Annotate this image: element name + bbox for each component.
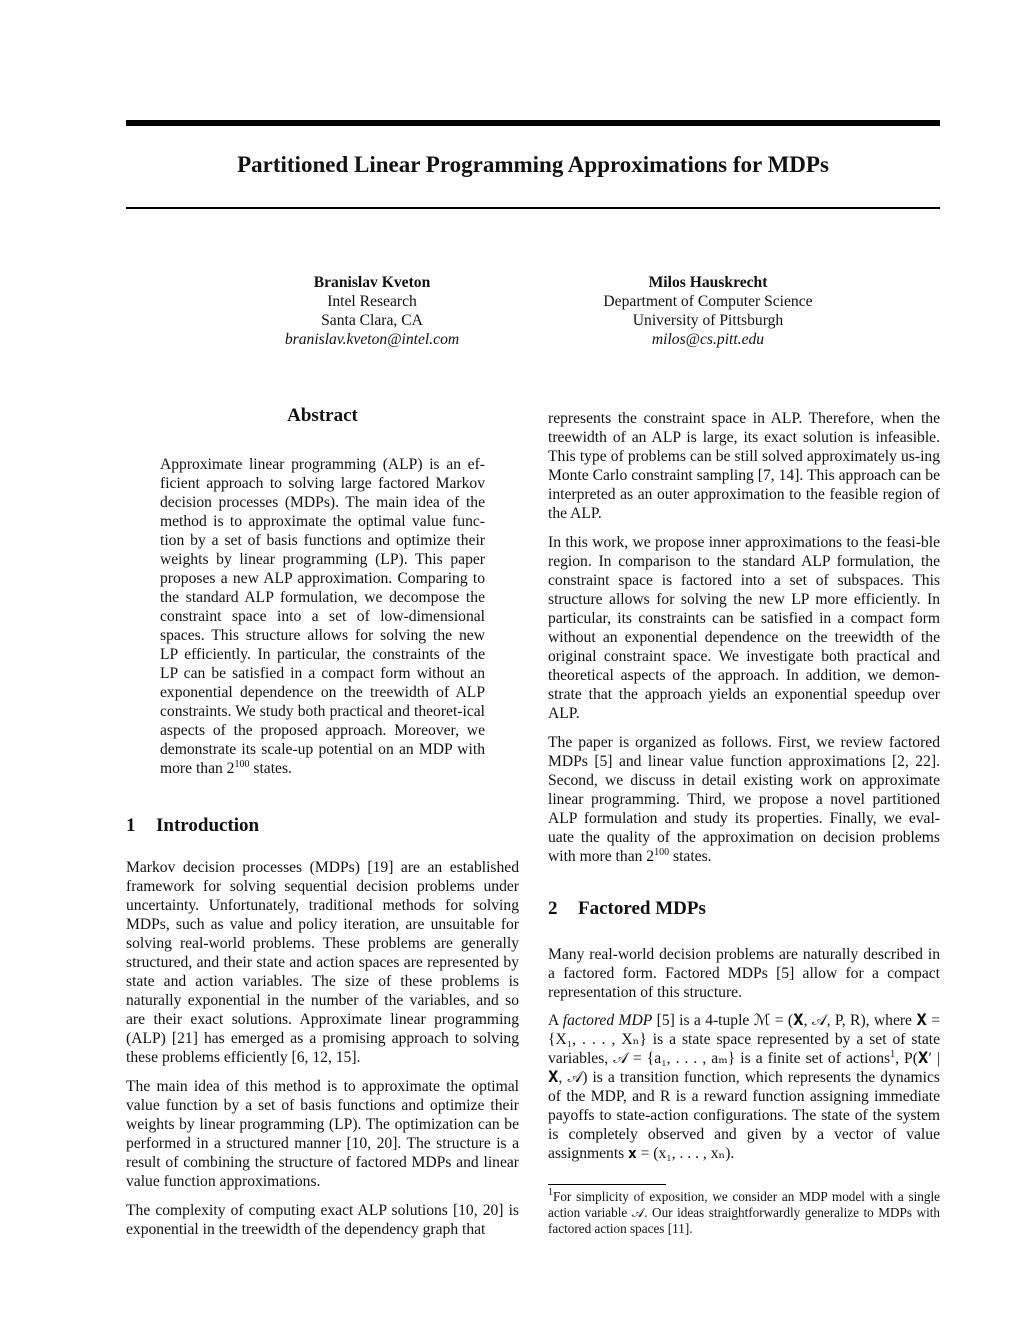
abstract-tail: states. xyxy=(249,760,292,777)
right-p3-text: The paper is organized as follows. First, we review factored MDPs [5] and linear value function approximations [2, 22]. Second, we discuss in detail existing work on approximate linear programming. Third, we propose a novel partitioned ALP formulation and study its properties. Finally, we eval-uate the quality of the approximation on decision problems with more than 2 xyxy=(548,734,940,865)
abstract-heading: Abstract xyxy=(287,405,358,426)
footnote-ref: 1 xyxy=(890,1049,896,1060)
text-run: A xyxy=(548,1012,563,1029)
section-heading-factored-mdps xyxy=(548,897,706,921)
footnote-mark: 1 xyxy=(548,1187,553,1198)
section-number: 2 xyxy=(548,898,558,919)
footnote-rule xyxy=(548,1184,666,1185)
author-email: milos@cs.pitt.edu xyxy=(651,331,765,348)
title-bottom-rule xyxy=(126,207,940,209)
intro-paragraph-1: Markov decision processes (MDPs) [19] are an established framework for solving sequential decision problems under uncertainty. Unfortunately, traditional methods for solving MDPs, such as value and policy iteration, are unsuitable for solving real-world problems. These problems are generally structured, and their state and action spaces are represented by state and action variables. The size of these problems is naturally exponential in the number of the variables, and so are their exact solutions. Approximate linear programming (ALP) [21] has emerged as a promising approach to solving these problems efficiently [6, 12, 15]. xyxy=(126,859,519,1066)
section-title: Introduction xyxy=(156,815,260,836)
author-name: Branislav Kveton xyxy=(313,274,431,291)
author-block-2 xyxy=(558,273,858,349)
footnote-text: For simplicity of exposition, we consider an MDP model with a single action variable 𝒜. Our ideas straightforwardly generalize to MDPs with factored action spaces [11]. xyxy=(548,1189,940,1236)
factored-paragraph-2 xyxy=(548,1011,940,1163)
right-paragraph-3 xyxy=(548,733,940,866)
intro-paragraph-3: The complexity of computing exact ALP solutions [10, 20] is exponential in the treewidth of the dependency graph that xyxy=(126,1202,519,1238)
author-affiliation: Intel Research xyxy=(327,293,417,310)
abstract-text: Approximate linear programming (ALP) is an ef-ficient approach to solving large factored Markov decision processes (MDPs). The main idea of the method is to approximate the optimal value func-tion by a set of basis functions and optimize their weights by linear programming (LP). This paper proposes a new ALP approximation. Comparing to the standard ALP formulation, we decompose the constraint space into a set of low-dimensional spaces. This structure allows for solving the new LP efficiently. In particular, the constraints of the LP can be satisfied in a compact form without an exponential dependence on the treewidth of ALP constraints. We study both practical and theoret-ical aspects of the proposed approach. Moreover, we demonstrate its scale-up potential on an MDP with more than 2 xyxy=(160,456,485,777)
right-paragraph-2: In this work, we propose inner approximations to the feasi-ble region. In comparison to the standard ALP formulation, the constraint space is factored into a set of subspaces. This structure allows for solving the new LP more efficiently. In particular, its constraints can be satisfied in a compact form without an exponential dependence on the treewidth of the original constraint space. We investigate both practical and theoretical aspects of the approach. In addition, we demon-strate that the approach yields an exponential speedup over ALP. xyxy=(548,534,940,722)
text-run: , P(𝐗′ | 𝐗, 𝒜) is a transition function, which represents the dynamics of the MDP, and R is a reward function assigning immediate payoffs to state-action configurations. The state of the system is completely observed and given by a vector of value assignments 𝐱 = (x₁, . . . , xₙ). xyxy=(548,1050,941,1162)
section-number: 1 xyxy=(126,815,136,836)
term-factored-mdp: factored MDP xyxy=(562,1012,653,1029)
abstract-body xyxy=(160,455,485,778)
author-email: branislav.kveton@intel.com xyxy=(284,331,460,348)
factored-paragraph-1: Many real-world decision problems are naturally described in a factored form. Factored MDPs [5] allow for a compact representation of this structure. xyxy=(548,946,940,1001)
intro-paragraph-2: The main idea of this method is to approximate the optimal value function by a set of basis functions and optimize their weights by linear programming (LP). The optimization can be performed in a structured manner [10, 20]. The structure is a result of combining the structure of factored MDPs and linear value function approximations. xyxy=(126,1078,519,1190)
footnote xyxy=(548,1189,940,1237)
paper-title: Partitioned Linear Programming Approximations for MDPs xyxy=(237,152,829,177)
author-block-1 xyxy=(222,273,522,349)
right-paragraph-1: represents the constraint space in ALP. Therefore, when the treewidth of an ALP is large, its exact solution is infeasible. This type of problems can be still solved approximately us-ing Monte Carlo constraint sampling [7, 14]. This approach can be interpreted as an outer approximation to the feasible region of the ALP. xyxy=(548,410,940,522)
author-location: Santa Clara, CA xyxy=(321,312,423,329)
section-heading-introduction xyxy=(126,814,259,838)
right-p3-tail: states. xyxy=(669,848,712,865)
title-top-rule xyxy=(126,120,940,126)
author-name: Milos Hauskrecht xyxy=(648,274,768,291)
section-title: Factored MDPs xyxy=(578,898,706,919)
author-location: University of Pittsburgh xyxy=(632,312,784,329)
right-p3-exponent: 100 xyxy=(654,847,670,858)
abstract-exponent: 100 xyxy=(234,759,250,770)
author-affiliation: Department of Computer Science xyxy=(603,293,813,310)
text-run: [5] is a 4-tuple ℳ = (𝐗, 𝒜, P, R), where 𝐗 = {X₁, . . . , Xₙ} is a state space represented by a set of state variables, 𝒜 = {a₁, . . . , aₘ} is a finite set of actions xyxy=(548,1012,940,1067)
